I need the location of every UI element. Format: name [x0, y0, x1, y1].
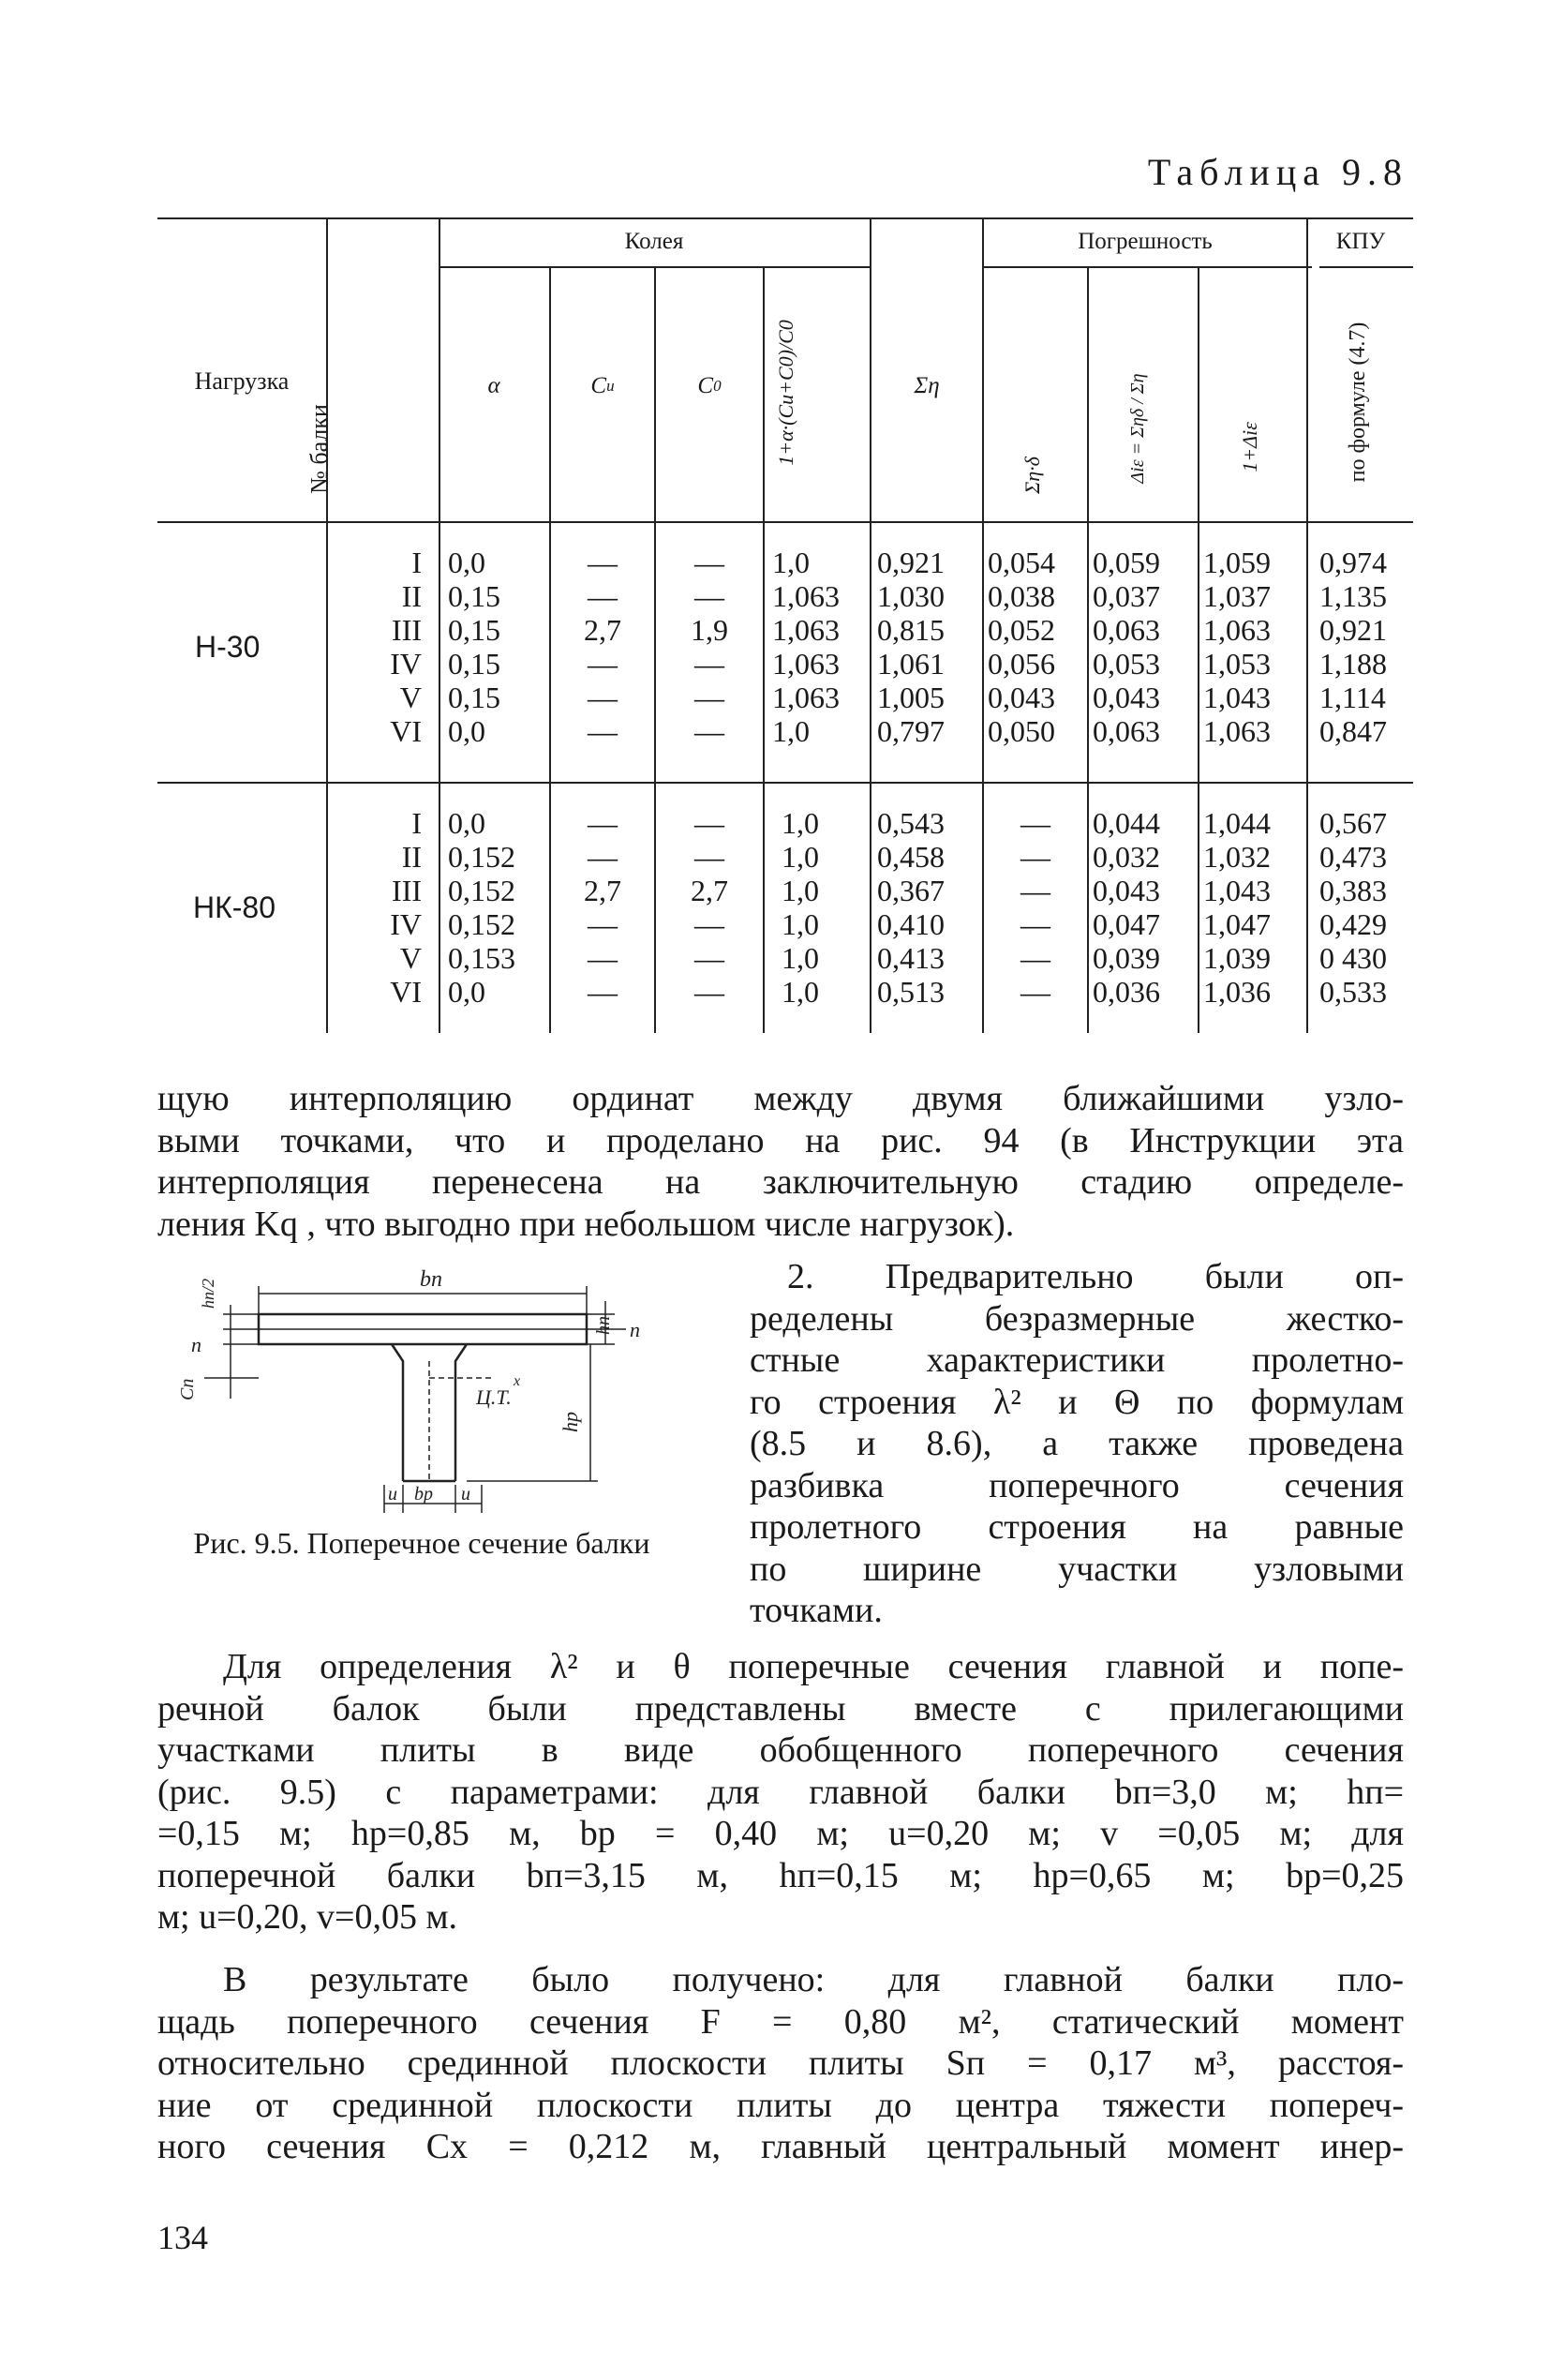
alpha-column [448, 806, 542, 1009]
table-cell: — [588, 840, 618, 874]
table-title: Таблица 9.8 [1147, 151, 1408, 193]
table-cell: — [588, 975, 618, 1009]
table-cell: 0,054 [988, 546, 1055, 579]
table-cell: I [411, 546, 422, 579]
table-cell: V [399, 681, 422, 714]
label-n-right: п [630, 1318, 640, 1341]
table-cell: 0,043 [1093, 874, 1160, 907]
table-cell: 0,921 [877, 546, 945, 579]
text-line: речной балок были представлены вместе с прилегающими [157, 1688, 1404, 1729]
table-cell: 0,15 [448, 613, 500, 647]
text-line: по ширине участки узловыми [750, 1549, 1404, 1589]
table-cell: 0,059 [1093, 546, 1160, 579]
table-cell: 1,063 [772, 613, 840, 647]
table-cell: 0,032 [1093, 840, 1160, 874]
header-track: Колея [624, 229, 684, 254]
table-cell: — [588, 714, 618, 748]
table-cell: 0,921 [1319, 613, 1387, 647]
load-label: НК-80 [193, 891, 276, 924]
table-cell: 1,063 [1203, 714, 1271, 748]
text-line: выми точками, что и проделано на рис. 94 (в Инструкции эта [157, 1120, 1404, 1160]
table-cell: 0,15 [448, 647, 500, 681]
text-line: ного сечения Cx = 0,212 м, главный центральный момент инер- [157, 2127, 1404, 2166]
table-cell: 1,063 [772, 681, 840, 714]
c-o-column [656, 546, 763, 748]
table-cell: 0,053 [1093, 647, 1160, 681]
delta-column [1093, 806, 1196, 1009]
ratio-column [782, 806, 866, 1009]
table-cell: — [588, 546, 618, 579]
table-cell: 0,043 [1093, 681, 1160, 714]
table-cell: 2,7 [691, 874, 728, 907]
table-cell: — [1020, 941, 1050, 975]
header-sum-eta-delta: Ση·δ [1020, 457, 1044, 494]
table-cell: 0,567 [1319, 806, 1387, 840]
text-line: ределены безразмерные жестко- [750, 1298, 1404, 1339]
table-cell: — [1020, 975, 1050, 1009]
label-bp: bр [414, 1484, 433, 1504]
table-cell: — [1020, 907, 1050, 941]
table-cell: 1,059 [1203, 546, 1271, 579]
label-x: x [514, 1373, 521, 1389]
table-cell: — [694, 714, 724, 748]
header-c-o: C 0 [697, 373, 722, 398]
page-number: 134 [157, 2219, 208, 2256]
table-cell: 0,044 [1093, 806, 1160, 840]
table-cell: — [694, 681, 724, 714]
table-cell: 0,410 [877, 907, 945, 941]
group-divider-rule [157, 782, 1413, 784]
table-cell: 1,032 [1203, 840, 1271, 874]
header-c-i: C и [590, 373, 615, 398]
table-cell: — [1020, 806, 1050, 840]
table-cell: 0,038 [988, 579, 1055, 613]
col-rule [1087, 266, 1089, 1033]
table-cell: 0,039 [1093, 941, 1160, 975]
text-line: пролетного строения на равные [750, 1507, 1404, 1547]
header-kpu: КПУ [1335, 229, 1386, 254]
table-top-rule [157, 217, 1413, 219]
table-cell: 1,0 [782, 874, 819, 907]
label-ct: Ц.Т. [476, 1385, 512, 1409]
table-cell: 1,047 [1203, 907, 1271, 941]
header-delta: Δiε = Σηδ / Ση [1127, 373, 1148, 484]
table-cell: 1,063 [1203, 613, 1271, 647]
error-subheader-rule [984, 266, 1312, 268]
table-cell: 0,063 [1093, 714, 1160, 748]
table-cell: 1,036 [1203, 975, 1271, 1009]
header-load: Нагрузка [194, 367, 290, 395]
table-cell: I [411, 806, 422, 840]
header-ratio: 1+α·(Cи+C0)/C0 [774, 320, 797, 466]
header-alpha: α [487, 373, 500, 398]
table-cell: 0,383 [1319, 874, 1387, 907]
header-error: Погрешность [1078, 229, 1213, 254]
figure-caption: Рис. 9.5. Поперечное сечение балки [193, 1526, 650, 1560]
text-line: участками плиты в виде обобщенного поперечного сечения [157, 1730, 1404, 1770]
table-cell: — [694, 840, 724, 874]
label-hp: hр [559, 1412, 582, 1432]
table-cell: 0,050 [988, 714, 1055, 748]
table-cell: VI [390, 714, 422, 748]
sum-eta-column [877, 546, 980, 748]
table-cell: 1,0 [782, 840, 819, 874]
table-cell: 0,367 [877, 874, 945, 907]
table-cell: 0,15 [448, 579, 500, 613]
paragraph-results [157, 1959, 1404, 2168]
table-cell: 0,056 [988, 647, 1055, 681]
col-rule [439, 217, 440, 1033]
table-cell: 0,533 [1319, 975, 1387, 1009]
kpu-column [1319, 806, 1413, 1009]
table-cell: 1,043 [1203, 681, 1271, 714]
text-line: =0,15 м; hр=0,85 м, bр = 0,40 м; u=0,20 м; v =0,05 м; для [157, 1814, 1404, 1853]
table-cell: — [694, 546, 724, 579]
header-by-formula: по формуле (4.7) [1346, 322, 1370, 483]
table-cell: 1,037 [1203, 579, 1271, 613]
table-cell: — [588, 907, 618, 941]
table-cell: 0,543 [877, 806, 945, 840]
delta-column [1093, 546, 1196, 748]
table-cell: 1,0 [772, 546, 810, 579]
table-cell: 0,15 [448, 681, 500, 714]
table-cell: 0,0 [448, 714, 485, 748]
text-line: относительно срединной плоскости плиты Sп = 0,17 м³, расстоя- [157, 2043, 1404, 2083]
label-hn-half: hп/2 [199, 1278, 217, 1309]
header-bottom-rule [157, 521, 1413, 523]
table-cell: 0,0 [448, 806, 485, 840]
col-rule [982, 217, 984, 1033]
beam-column [328, 546, 422, 748]
table-cell: 0 430 [1319, 941, 1387, 975]
table-cell: V [399, 941, 422, 975]
paragraph-interpolation [157, 1078, 1404, 1245]
table-cell: — [588, 806, 618, 840]
header-beam-no: № балки [305, 404, 333, 494]
text-line: (рис. 9.5) с параметрами: для главной балки bп=3,0 м; hп= [157, 1772, 1404, 1812]
sum-eta-column [877, 806, 980, 1009]
table-cell: — [588, 681, 618, 714]
table-cell: 1,039 [1203, 941, 1271, 975]
table-cell: 1,188 [1319, 647, 1387, 681]
one-plus-delta-column [1203, 806, 1306, 1009]
table-cell: — [1020, 840, 1050, 874]
table-cell: 0,037 [1093, 579, 1160, 613]
sum-eta-delta-column [988, 546, 1085, 748]
header-sum-eta: Ση [914, 373, 940, 398]
table-cell: 0,974 [1319, 546, 1387, 579]
table-cell: — [588, 941, 618, 975]
table-cell: VI [390, 975, 422, 1009]
table-cell: 1,0 [782, 941, 819, 975]
label-u-right: u [461, 1484, 470, 1504]
table-cell: 1,005 [877, 681, 945, 714]
table-cell: 0,513 [877, 975, 945, 1009]
table-cell: — [694, 806, 724, 840]
table-cell: 1,114 [1319, 681, 1386, 714]
text-line: В результате было получено: для главной балки пло- [223, 1960, 1404, 1999]
header-one-plus-delta: 1+Δiε [1238, 422, 1261, 472]
alpha-column [448, 546, 542, 748]
table-cell: 1,063 [772, 647, 840, 681]
c-o-column [656, 806, 763, 1009]
label-u-left: u [388, 1484, 397, 1504]
col-rule [870, 217, 871, 1033]
table-cell: 0,0 [448, 546, 485, 579]
table-cell: 1,030 [877, 579, 945, 613]
table-cell: 0,797 [877, 714, 945, 748]
table-cell: 0,152 [448, 874, 515, 907]
table-cell: 0,473 [1319, 840, 1387, 874]
table-cell: 0,429 [1319, 907, 1387, 941]
table-cell: 0,043 [988, 681, 1055, 714]
table-cell: 0,152 [448, 840, 515, 874]
text-line: 2. Предварительно были оп- [787, 1257, 1404, 1296]
table-cell: 1,063 [772, 579, 840, 613]
table-cell: 0,815 [877, 613, 945, 647]
text-line: Для определения λ² и θ поперечные сечения главной и попе- [223, 1647, 1404, 1686]
paragraph-parameters [157, 1646, 1404, 1938]
table-cell: II [401, 579, 422, 613]
sum-eta-delta-column [986, 806, 1085, 1009]
table-cell: IV [390, 647, 422, 681]
table-cell: 0,847 [1319, 714, 1387, 748]
table-cell: 0,036 [1093, 975, 1160, 1009]
label-n: п [191, 1333, 201, 1356]
beam-column [328, 806, 422, 1009]
table-cell: III [392, 613, 422, 647]
table-cell: 0,152 [448, 907, 515, 941]
table-cell: 1,0 [782, 806, 819, 840]
table-cell: 0,047 [1093, 907, 1160, 941]
table-cell: 2,7 [584, 874, 621, 907]
one-plus-delta-column [1203, 546, 1306, 748]
table-cell: — [694, 941, 724, 975]
table-cell: 1,043 [1203, 874, 1271, 907]
table-cell: 1,9 [691, 613, 728, 647]
kpu-column [1319, 546, 1413, 748]
text-line: разбивка поперечного сечения [750, 1465, 1404, 1505]
table-cell: 1,0 [782, 975, 819, 1009]
table-cell: 0,458 [877, 840, 945, 874]
table-cell: 1,0 [782, 907, 819, 941]
load-label: Н-30 [195, 630, 261, 664]
col-rule [1198, 266, 1199, 1033]
table-cell: 1,044 [1203, 806, 1271, 840]
table-cell: — [588, 579, 618, 613]
table-cell: 0,052 [988, 613, 1055, 647]
table-cell: 2,7 [584, 613, 621, 647]
data-table [157, 217, 1413, 1033]
table-cell: 1,0 [772, 714, 810, 748]
ratio-column [772, 546, 866, 748]
table-cell: 1,061 [877, 647, 945, 681]
table-cell: — [1020, 874, 1050, 907]
table-cell: II [401, 840, 422, 874]
table-cell: IV [390, 907, 422, 941]
table-cell: — [694, 907, 724, 941]
text-line: м; u=0,20, v=0,05 м. [157, 1897, 458, 1937]
table-cell: 1,053 [1203, 647, 1271, 681]
table-cell: — [588, 647, 618, 681]
table-cell: 0,153 [448, 941, 515, 975]
c-i-column [551, 806, 654, 1009]
table-cell: — [694, 579, 724, 613]
table-cell: III [392, 874, 422, 907]
label-cn: Cп [177, 1378, 198, 1400]
c-i-column [551, 546, 654, 748]
table-cell: 0,0 [448, 975, 485, 1009]
text-line: стные характеристики пролетно- [750, 1340, 1404, 1380]
table-cell: 0,413 [877, 941, 945, 975]
text-line: интерполяция перенесена на заключительную стадию определе- [157, 1162, 1404, 1202]
table-cell: — [694, 647, 724, 681]
label-bn: bп [420, 1267, 442, 1292]
kpu-subheader-rule [1319, 266, 1413, 268]
text-line: щадь поперечного сечения F = 0,80 м², статический момент [157, 2001, 1404, 2042]
text-line: (8.5 и 8.6), а также проведена [750, 1424, 1404, 1463]
text-line: поперечной балки bп=3,15 м, hп=0,15 м; hр=0,65 м; bр=0,25 [157, 1855, 1404, 1895]
table-cell: 1,135 [1319, 579, 1387, 613]
table-cell: — [694, 975, 724, 1009]
text-line: точками. [750, 1591, 883, 1630]
table-cell: 0,063 [1093, 613, 1160, 647]
paragraph-preliminary [750, 1256, 1404, 1632]
text-line: щую интерполяцию ординат между двумя ближайшими узло- [157, 1079, 1404, 1118]
col-rule [1306, 217, 1308, 1033]
text-line: ления Kq , что выгодно при небольшом числе нагрузок). [157, 1204, 1015, 1244]
text-line: ние от срединной плоскости плиты до центра тяжести попереч- [157, 2085, 1404, 2125]
label-hn: hп [593, 1316, 614, 1335]
text-line: го строения λ² и Θ по формулам [750, 1382, 1404, 1422]
col-rule [763, 266, 765, 1033]
